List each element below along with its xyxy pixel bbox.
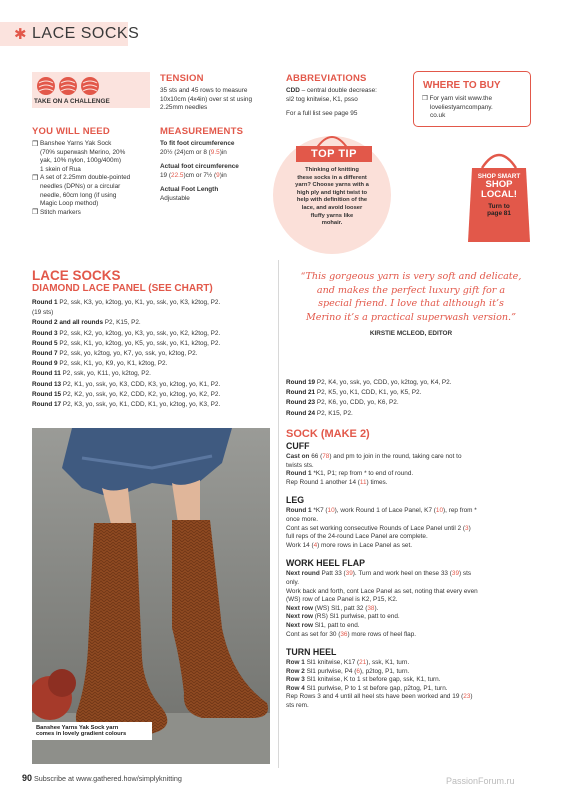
checkbox-icon: ❒ <box>422 95 430 102</box>
socks-illustration <box>32 428 270 764</box>
checkbox-icon: ❒ <box>32 209 39 217</box>
rounds-list-right <box>286 378 536 419</box>
page-title: LACE SOCKS <box>32 25 140 42</box>
top-tip-text: Thinking of knitting these socks in a different yarn? Choose yarns with a high ply and tight twist to help with definition of the lace, and avoid looser fluffy yarns like mohair. <box>295 167 369 227</box>
top-tip-heading: TOP TIP <box>296 146 372 162</box>
pattern-round: Round 21 P2, K5, yo, K1, CDD, K1, yo, K5, P2. <box>286 389 422 397</box>
checkbox-icon: ❒ <box>32 140 39 148</box>
sock-section: SOCK (MAKE 2) CUFF Cast on 66 (78) and pm to join in the round, taking care not to twists sts. Round 1 *K1, P1; rep from * to end of round. Rep Round 1 another 14 (11) times. LEG Round 1 *K7 (10), work Round 1 of Lace Panel, K7 (10), rep from * once more. Cont as set working consecutive Rounds of Lace Panel until 2 (3) full reps of the 24-round Lace Panel are complete. Work 14 (4) more rows in Lace Panel as set. WORK HEEL FLAP Next round Patt 33 (39). Turn and work heel on these 33 (39) sts only. Work back and forth, cont Lace Panel as set, noting that every even (WS) row of Lace Panel is K2, P15, K2. Next row (WS) Sl1, patt 32 (38). Next row (RS) Sl1 purlwise, patt to end. Next row Sl1, patt to end. Cont as set for 30 (36) more rows of heel flap. TURN HEEL Row 1 Sl1 knitwise, K17 (21), ssk, K1, turn. Row 2 Sl1 purlwise, P4 (6), p2tog, P1, turn. Row 3 Sl1 knitwise, K to 1 st before gap, ssk, K1, turn. Row 4 Sl1 purlwise, P to 1 st before gap, p2tog, P1, turn. Rep Rows 3 and 4 until all heel sts have been worked and 19 (23) sts rem. <box>286 428 538 711</box>
footer-link[interactable]: Subscribe at www.gathered.how/simplyknitting <box>34 774 182 783</box>
pattern-round: Round 5 P2, ssk, K1, yo, k2tog, yo, K5, yo, ssk, yo, K1, k2tog, P2. <box>32 339 221 347</box>
pattern-round: Round 13 P2, K1, yo, ssk, yo, K3, CDD, K3, yo, k2tog, yo, K1, P2. <box>32 380 221 388</box>
tension-heading: TENSION <box>160 73 204 84</box>
challenge-label: TAKE ON A CHALLENGE <box>34 98 110 105</box>
checkbox-icon: ❒ <box>32 174 39 182</box>
asterisk-icon: ✱ <box>14 26 27 43</box>
list-item: ❒ Banshee Yarns Yak Sock (70% superwash Merino, 20% yak, 10% nylon, 100g/400m) 1 skein of Rua <box>32 140 126 173</box>
pattern-round: Round 11 P2, ssk, yo, K11, yo, k2tog, P2. <box>32 370 151 378</box>
abbreviations-heading: ABBREVIATIONS <box>286 73 367 84</box>
tension-section: TENSION 35 sts and 45 rows to measure 10x10cm (4x4in) over st st using 2.25mm needles <box>160 73 280 113</box>
measurements-section: MEASUREMENTS To fit foot circumference 20½ (24)cm or 8 (9.5)in Actual foot circumference 19 (22.5)cm or 7½ (9)in Actual Foot Length Adjustable <box>160 126 280 204</box>
footer <box>22 773 182 783</box>
pattern-round: Round 23 P2, K6, yo, CDD, yo, K6, P2. <box>286 399 399 407</box>
pattern-round: (19 sts) <box>32 309 54 317</box>
pattern-round: Round 19 P2, K4, yo, ssk, yo, CDD, yo, k2tog, yo, K4, P2. <box>286 379 452 386</box>
list-item: ❒ A set of 2.25mm double-pointed needles (DPNs) or a circular needle, 60cm long (if using Magic Loop method) <box>32 174 131 208</box>
column-divider <box>278 260 279 768</box>
pattern-round: Round 3 P2, ssk, K2, yo, k2tog, yo, K3, yo, ssk, yo, K2, k2tog, P2. <box>32 329 221 337</box>
sock-heading: SOCK (MAKE 2) <box>286 428 370 440</box>
watermark: PassionForum.ru <box>446 776 515 786</box>
list-item: ❒ Stitch markers <box>32 208 81 217</box>
heel-flap-heading: WORK HEEL FLAP <box>286 558 366 569</box>
quote-author: KIRSTIE MCLEOD, EDITOR <box>369 330 453 337</box>
socks-photo <box>32 428 270 764</box>
where-to-buy-text: ❒ For yarn visit www.the loveliestyarncompany. co.uk <box>422 95 493 120</box>
you-will-need-section <box>32 126 156 217</box>
turn-heel-heading: TURN HEEL <box>286 647 337 658</box>
pattern-round: Round 15 P2, K2, yo, ssk, yo, K2, CDD, K2, yo, k2tog, yo, K2, P2. <box>32 390 221 398</box>
cuff-heading: CUFF <box>286 441 310 451</box>
leg-heading: LEG <box>286 495 305 506</box>
pattern-round: Round 7 P2, ssk, yo, k2tog, yo, K7, yo, ssk, yo, k2tog, P2. <box>32 350 198 358</box>
measurements-heading: MEASUREMENTS <box>160 126 244 137</box>
pattern-round: Round 17 P2, K3, yo, ssk, yo, K1, CDD, K1, yo, k2tog, yo, K3, P2. <box>32 401 221 409</box>
pattern-round: Round 24 P2, K15, P2. <box>286 409 353 417</box>
you-will-need-heading: YOU WILL NEED <box>32 126 110 137</box>
lace-subtitle: DIAMOND LACE PANEL (SEE CHART) <box>32 283 213 294</box>
pattern-round: Round 1 P2, ssk, K3, yo, k2tog, yo, K1, yo, ssk, yo, K3, k2tog, P2. <box>32 299 221 306</box>
pattern-round: Round 9 P2, ssk, K1, yo, K9, yo, K1, k2tog, P2. <box>32 360 168 368</box>
photo-caption: Banshee Yarns Yak Sock yarn comes in lovely gradient colours <box>32 722 152 740</box>
lace-title: LACE SOCKS <box>32 268 121 283</box>
difficulty-yarn-icons <box>36 75 100 97</box>
abbreviations-section: ABBREVIATIONS CDD – central double decrease: sl2 tog knitwise, K1, psso For a full list see page 95 <box>286 73 406 119</box>
rounds-list-left <box>32 298 272 410</box>
shop-badge-text: SHOP SMART SHOP LOCAL! Turn to page 81 <box>477 173 521 217</box>
where-to-buy-heading: WHERE TO BUY <box>423 80 501 91</box>
editor-quote: “This gorgeous yarn is very soft and delicate, and makes the perfect luxury gift for a special friend. I love that although it’s Merino it’s a practical superwash version.” <box>300 271 522 323</box>
page-number: 90 <box>22 773 33 783</box>
challenge-badge <box>32 72 150 108</box>
pattern-round: Round 2 and all rounds P2, K15, P2. <box>32 319 141 327</box>
